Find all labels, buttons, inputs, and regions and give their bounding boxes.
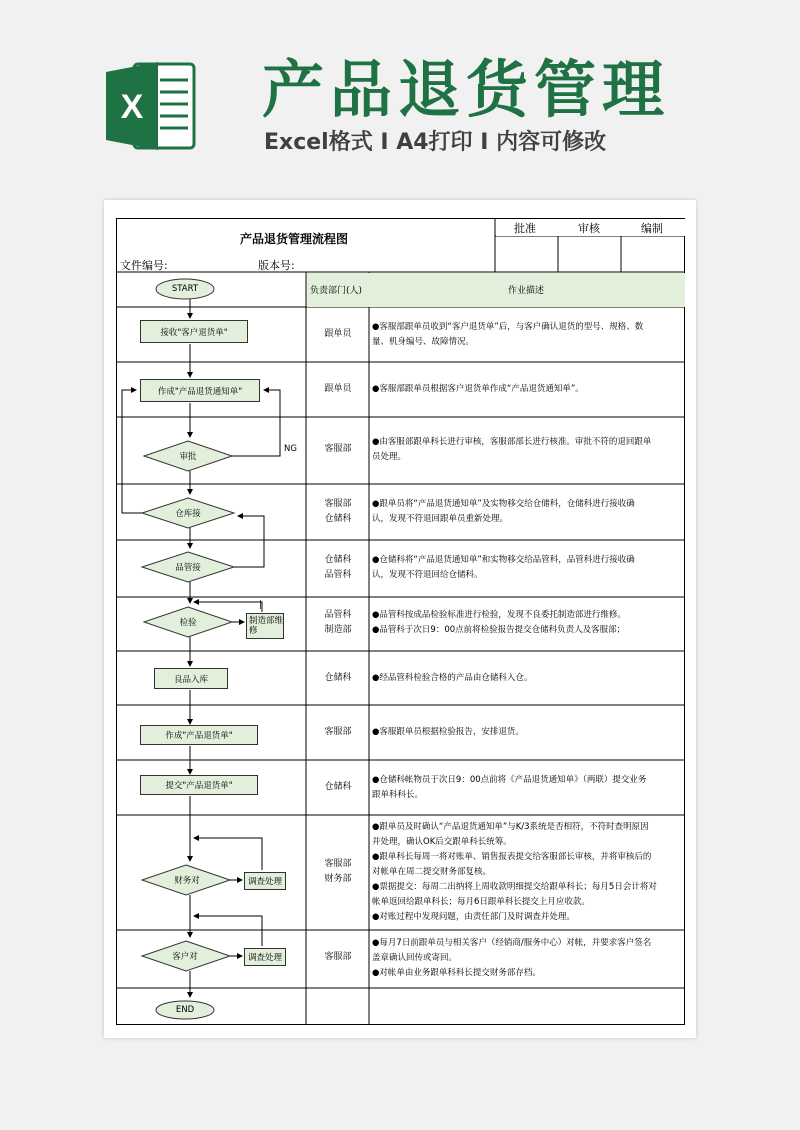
row-2-desc: ●客服部跟单员根据客户退货单作成“产品退货通知单”。 — [372, 384, 584, 394]
end-label: END — [175, 1005, 195, 1015]
customer-investigate-box: 调查处理 — [244, 948, 286, 966]
warehouse-receive-label: 仓库接 — [175, 509, 201, 519]
row-11-dept: 客服部 — [324, 952, 352, 962]
make-return-order-box: 作成"产品退货单" — [140, 725, 258, 745]
logo-letter: X — [120, 88, 144, 126]
submit-return-order-box: 提交"产品退货单" — [140, 775, 258, 795]
row-11-desc: ●每月7日前跟单员与相关客户（经销商/服务中心）对帐，并要求客户签名 盖章确认回传或寄回。 ●对帐单由业务跟单科科长提交财务部存档。 — [372, 938, 652, 978]
flow-mark: | — [259, 600, 263, 610]
page-subtitle: Excel格式 I A4打印 I 内容可修改 — [264, 130, 607, 155]
row-1-desc: ●客服部跟单员收到“客户退货单”后，与客户确认退货的型号、规格、数 量、机身编号、故障情况。 — [372, 322, 644, 347]
compile-label: 编制 — [641, 222, 663, 235]
version-label: 版本号: — [258, 259, 295, 272]
review-label: 审核 — [578, 222, 600, 235]
good-product-in-box: 良品入库 — [154, 668, 228, 689]
qc-receive-label: 品管接 — [175, 563, 201, 573]
doc-number-label: 文件编号: — [120, 259, 168, 272]
finance-reconcile-label: 财务对 — [174, 876, 200, 886]
start-label: START — [171, 284, 199, 294]
row-5-dept: 仓储科 品管科 — [324, 555, 352, 580]
row-4-dept: 客服部 仓储科 — [324, 499, 352, 524]
row-7-desc: ●经品管科检验合格的产品由仓储科入仓。 — [372, 673, 533, 683]
customer-reconcile-label: 客户对 — [172, 952, 198, 962]
row-8-dept: 客服部 — [324, 727, 352, 737]
row-10-dept: 客服部 财务部 — [324, 859, 352, 884]
row-3-dept: 客服部 — [324, 444, 352, 454]
row-4-desc: ●跟单员将“产品退货通知单”及实物移交给仓储科，仓储科进行接收确 认，发现不符退回跟单员重新处理。 — [372, 499, 635, 524]
row-6-dept: 品管科 制造部 — [324, 610, 352, 635]
page-title: 产品退货管理 — [262, 53, 671, 126]
approve-label: 审批 — [179, 452, 197, 462]
ng-label: NG — [284, 444, 297, 454]
receive-return-order-box: 接收"客户退货单" — [140, 320, 248, 343]
row-5-desc: ●仓储科将“产品退货通知单”和实物移交给品管科，品管科进行接收确 认，发现不符退回给仓储科。 — [372, 555, 635, 580]
manufacture-repair-box: 制造部维修 — [246, 613, 284, 639]
row-9-dept: 仓储科 — [324, 782, 352, 792]
approve-label: 批准 — [514, 222, 536, 235]
row-3-desc: ●由客服部跟单科长进行审核，客服部部长进行核准。审批不符的退回跟单 员处理。 — [372, 437, 652, 462]
row-9-desc: ●仓储科帐物员于次日9：00点前将《产品退货通知单》（两联）提交业务 跟单科科长。 — [372, 775, 647, 800]
row-6-desc: ●品管科按成品检验标准进行检验，发现不良委托制造部进行维修。 ●品管科于次日9：00点前将检验报告提交仓储科负责人及客服部； — [372, 610, 626, 635]
row-1-dept: 跟单员 — [324, 329, 352, 339]
row-7-dept: 仓储科 — [324, 673, 352, 683]
make-return-notice-box: 作成"产品退货通知单" — [140, 379, 260, 402]
row-10-desc: ●跟单员及时确认“产品退货通知单”与K/3系统是否相符，不符时查明原因 并处理，确认OK后交跟单科长统筹。 ●跟单科长每周一将对账单、销售报表提交给客服部长审核，并将审核后的 对帐单在周二提交财务部复核。 ●票据提交：每周二出纳将上周收款明细提交给跟单科长；每月5日会计将对 帐单返回给跟单科长；每月6日跟单科长提交上月应收款。 ●对账过程中发现问题，由责任部门及时调查并处理。 — [372, 822, 657, 922]
finance-investigate-box: 调查处理 — [244, 872, 286, 890]
form-title: 产品退货管理流程图 — [240, 232, 349, 246]
row-8-desc: ●客服跟单员根据检验报告，安排退货。 — [372, 727, 524, 737]
inspect-label: 检验 — [179, 618, 197, 628]
row-2-dept: 跟单员 — [324, 384, 352, 394]
dept-column-header: 负责部门(人) — [310, 286, 363, 296]
desc-column-header: 作业描述 — [508, 286, 545, 296]
